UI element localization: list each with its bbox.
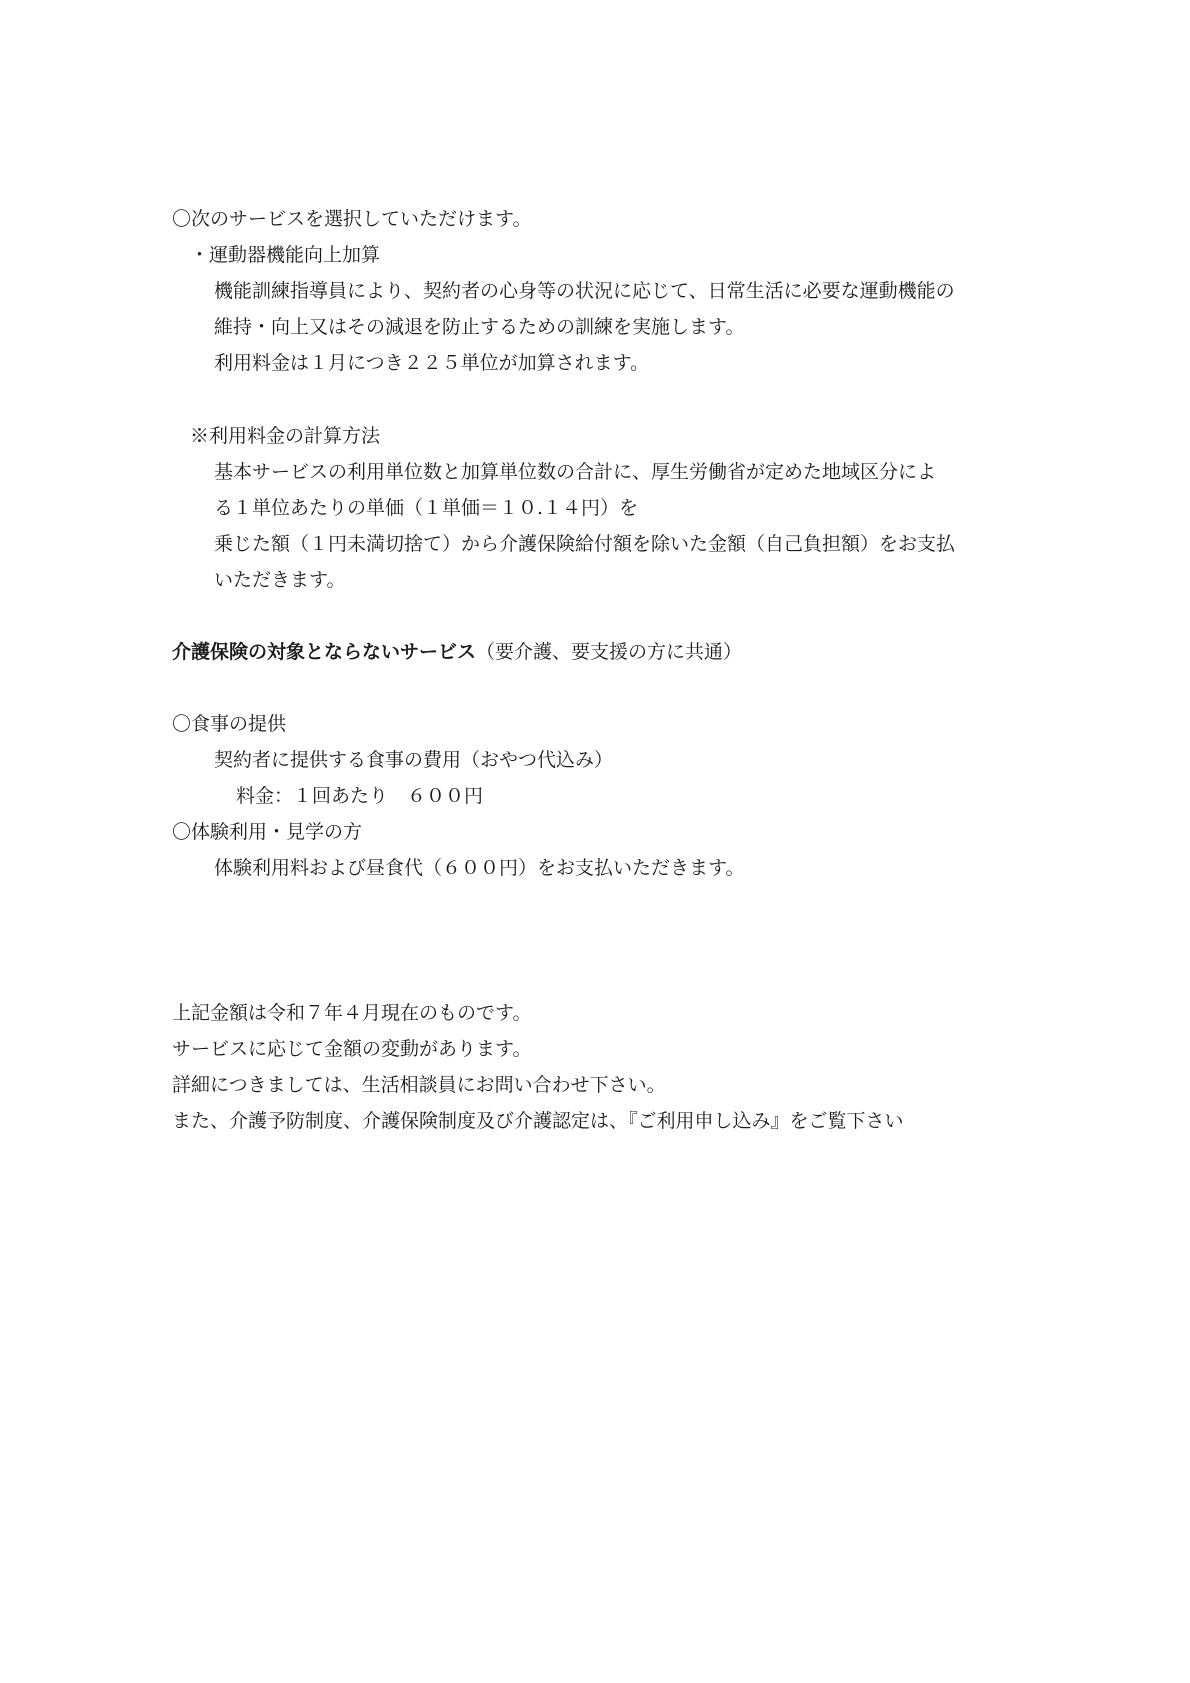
note-line2: サービスに応じて金額の変動があります。: [172, 1038, 532, 1060]
meal-title: 〇食事の提供: [172, 713, 287, 735]
note-line4: また、介護予防制度、介護保険制度及び介護認定は、『ご利用申し込み』をご覧下さい: [172, 1110, 904, 1132]
addon-item-fee: 利用料金は１月につき２２５単位が加算されます。: [214, 352, 650, 374]
meal-desc: 契約者に提供する食事の費用（おやつ代込み）: [214, 749, 614, 771]
trial-title: 〇体験利用・見学の方: [172, 821, 363, 843]
calc-line4: いただきます。: [214, 569, 346, 591]
addon-intro: 〇次のサービスを選択していただけます。: [172, 208, 532, 230]
calc-title: ※利用料金の計算方法: [190, 425, 381, 447]
calc-line2: る１単位あたりの単価（１単価＝１０.１４円）を: [214, 497, 639, 519]
trial-desc: 体験利用料および昼食代（６００円）をお支払いただきます。: [214, 857, 745, 879]
calc-line3: 乗じた額（１円未満切捨て）から介護保険給付額を除いた金額（自己負担額）をお支払: [214, 533, 956, 555]
non-insurance-heading: [172, 640, 742, 664]
non-insurance-heading-note: （要介護、要支援の方に共通）: [476, 641, 743, 663]
addon-item-desc-line1: 機能訓練指導員により、契約者の心身等の状況に応じて、日常生活に必要な運動機能の: [214, 280, 955, 302]
note-line3: 詳細につきましては、生活相談員にお問い合わせ下さい。: [172, 1074, 666, 1096]
note-line1: 上記金額は令和７年４月現在のものです。: [172, 1002, 532, 1024]
calc-line1: 基本サービスの利用単位数と加算単位数の合計に、厚生労働省が定めた地域区分によ: [214, 461, 937, 483]
meal-fee: 料金：１回あたり ６００円: [236, 785, 484, 807]
addon-item-title: ・運動器機能向上加算: [190, 244, 381, 266]
addon-item-desc-line2: 維持・向上又はその減退を防止するための訓練を実施します。: [214, 316, 745, 338]
non-insurance-heading-bold: 介護保険の対象とならないサービス: [172, 641, 477, 663]
